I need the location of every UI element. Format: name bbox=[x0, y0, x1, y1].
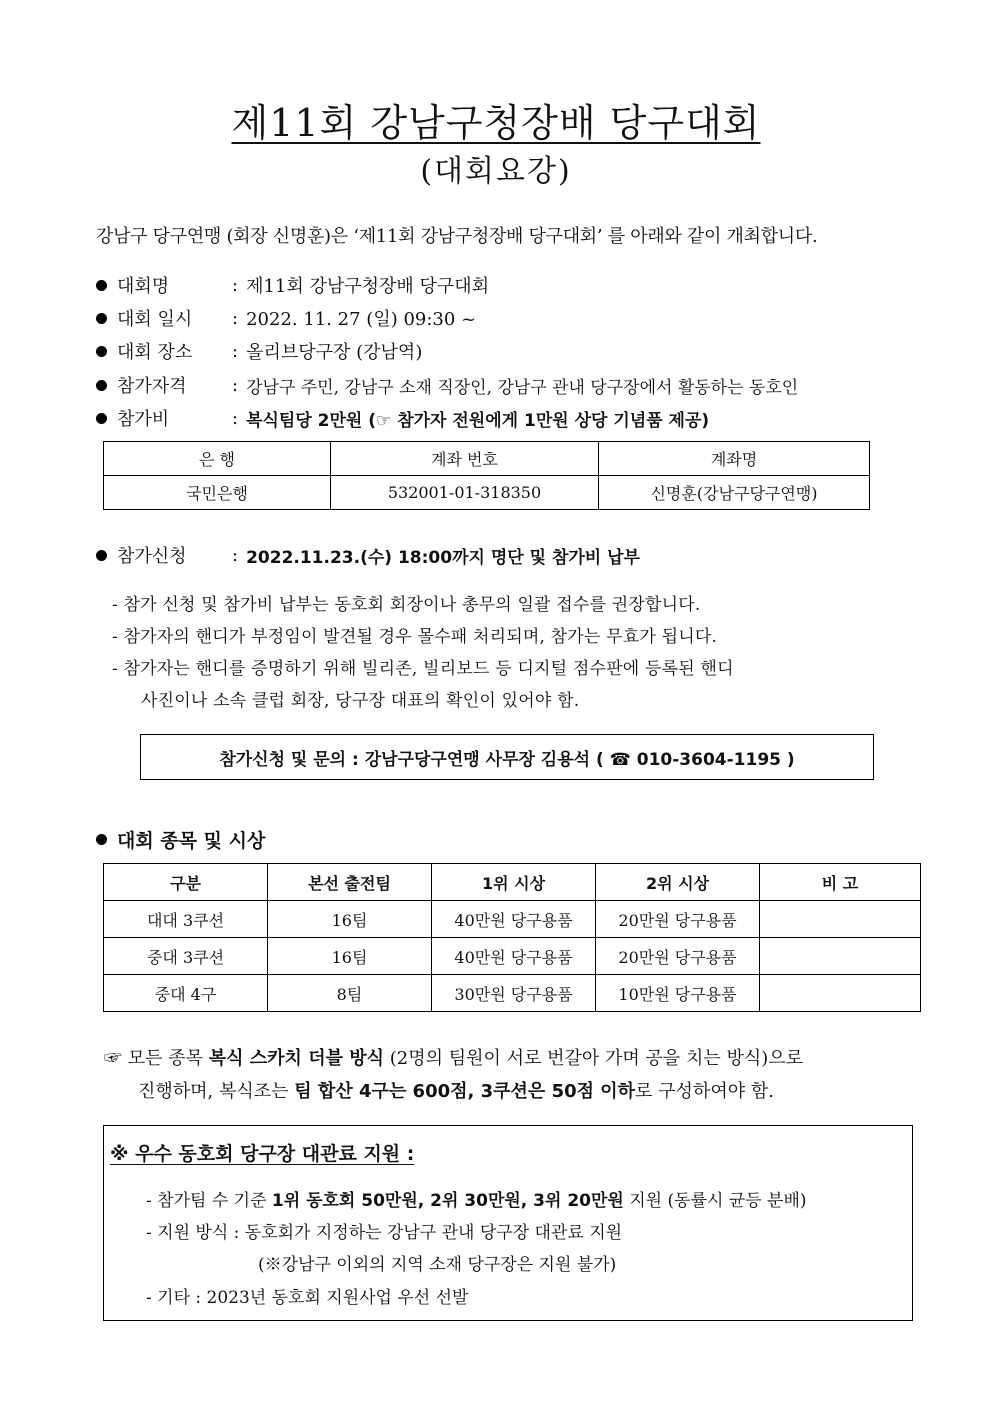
support-heading: ※ 우수 동호회 당구장 대관료 지원 : bbox=[110, 1143, 415, 1165]
info-fee: 참가비 : 복식팀당 2만원 (☞ 참가자 전원에게 1만원 상당 기념품 제공) bbox=[96, 405, 709, 431]
table-cell: 대대 3쿠션 bbox=[104, 901, 268, 938]
bullet-icon bbox=[96, 550, 107, 561]
rule-line-2: 진행하며, 복식조는 팀 합산 4구는 600점, 3쿠션은 50점 이하로 구성하여야 함. bbox=[138, 1081, 774, 1102]
events-table bbox=[103, 863, 921, 1012]
table-row bbox=[104, 975, 921, 1012]
contact-box bbox=[140, 734, 874, 780]
table-cell: 10만원 당구용품 bbox=[596, 975, 760, 1012]
registration-note: 사진이나 소속 클럽 회장, 당구장 대표의 확인이 있어야 함. bbox=[141, 691, 580, 711]
table-cell: 중대 4구 bbox=[104, 975, 268, 1012]
table-header-cell: 비 고 bbox=[760, 864, 921, 901]
table-cell: 20만원 당구용품 bbox=[596, 938, 760, 975]
table-cell: 중대 3쿠션 bbox=[104, 938, 268, 975]
table-header-row bbox=[104, 864, 921, 901]
table-cell: 30만원 당구용품 bbox=[432, 975, 596, 1012]
support-line: - 지원 방식 : 동호회가 지정하는 강남구 관내 당구장 대관료 지원 bbox=[146, 1223, 623, 1243]
table-cell: 532001-01-318350 bbox=[331, 476, 599, 510]
registration-note: - 참가자의 핸디가 부정임이 발견될 경우 몰수패 처리되며, 참가는 무효가 됩니다. bbox=[112, 627, 718, 647]
info-event-venue: 대회 장소 : 올리브당구장 (강남역) bbox=[96, 338, 422, 364]
table-cell bbox=[760, 938, 921, 975]
events-heading: 대회 종목 및 시상 bbox=[96, 826, 265, 853]
support-line: - 기타 : 2023년 동호회 지원사업 우선 선발 bbox=[146, 1288, 469, 1308]
table-header-cell: 계좌명 bbox=[599, 442, 870, 476]
bullet-icon bbox=[96, 346, 107, 357]
table-header-cell: 구분 bbox=[104, 864, 268, 901]
bullet-icon bbox=[96, 380, 107, 391]
bullet-icon bbox=[96, 313, 107, 324]
page-subtitle: (대회요강) bbox=[420, 154, 572, 189]
table-row bbox=[104, 938, 921, 975]
table-cell: 16팀 bbox=[268, 901, 432, 938]
table-header-cell: 은 행 bbox=[104, 442, 331, 476]
table-cell: 20만원 당구용품 bbox=[596, 901, 760, 938]
info-eligibility: 참가자격 : 강남구 주민, 강남구 소재 직장인, 강남구 관내 당구장에서 활동하는 동호인 bbox=[96, 372, 798, 398]
table-header-row bbox=[104, 442, 870, 476]
bank-account-table bbox=[103, 441, 870, 510]
registration-deadline: 참가신청 : 2022.11.23.(수) 18:00까지 명단 및 참가비 납부 bbox=[96, 542, 640, 568]
support-line: - 참가팀 수 기준 1위 동호회 50만원, 2위 30만원, 3위 20만원 지원 (동률시 균등 분배) bbox=[146, 1191, 807, 1211]
table-header-cell: 본선 출전팀 bbox=[268, 864, 432, 901]
table-header-cell: 2위 시상 bbox=[596, 864, 760, 901]
registration-note: - 참가 신청 및 참가비 납부는 동호회 회장이나 총무의 일괄 접수를 권장합니다. bbox=[112, 595, 701, 615]
table-cell: 신명훈(강남구당구연맹) bbox=[599, 476, 870, 510]
table-header-cell: 1위 시상 bbox=[432, 864, 596, 901]
rule-line-1: ☞ 모든 종목 복식 스카치 더블 방식 (2명의 팀원이 서로 번갈아 가며 공을 치는 방식)으로 bbox=[104, 1048, 804, 1069]
page-title: 제11회 강남구청장배 당구대회 bbox=[231, 101, 761, 145]
support-line: (※강남구 이외의 지역 소재 당구장은 지원 불가) bbox=[258, 1255, 617, 1275]
contact-text: 참가신청 및 문의 : 강남구당구연맹 사무장 김용석 ( ☎ 010-3604-1195 ) bbox=[219, 749, 795, 770]
bullet-icon bbox=[96, 413, 107, 424]
table-cell: 8팀 bbox=[268, 975, 432, 1012]
table-cell: 16팀 bbox=[268, 938, 432, 975]
table-cell: 40만원 당구용품 bbox=[432, 901, 596, 938]
info-event-name: 대회명 : 제11회 강남구청장배 당구대회 bbox=[96, 272, 489, 298]
table-cell bbox=[760, 975, 921, 1012]
table-cell: 40만원 당구용품 bbox=[432, 938, 596, 975]
intro-text: 강남구 당구연맹 (회장 신명훈)은 ‘제11회 강남구청장배 당구대회’ 를 아래와 같이 개최합니다. bbox=[96, 226, 818, 247]
table-header-cell: 계좌 번호 bbox=[331, 442, 599, 476]
table-cell bbox=[760, 901, 921, 938]
info-event-date: 대회 일시 : 2022. 11. 27 (일) 09:30 ~ bbox=[96, 305, 476, 331]
table-row bbox=[104, 476, 870, 510]
bullet-icon bbox=[96, 280, 107, 291]
table-cell: 국민은행 bbox=[104, 476, 331, 510]
registration-note: - 참가자는 핸디를 증명하기 위해 빌리존, 빌리보드 등 디지털 점수판에 등록된 핸디 bbox=[112, 659, 734, 679]
table-row bbox=[104, 901, 921, 938]
bullet-icon bbox=[96, 834, 107, 845]
